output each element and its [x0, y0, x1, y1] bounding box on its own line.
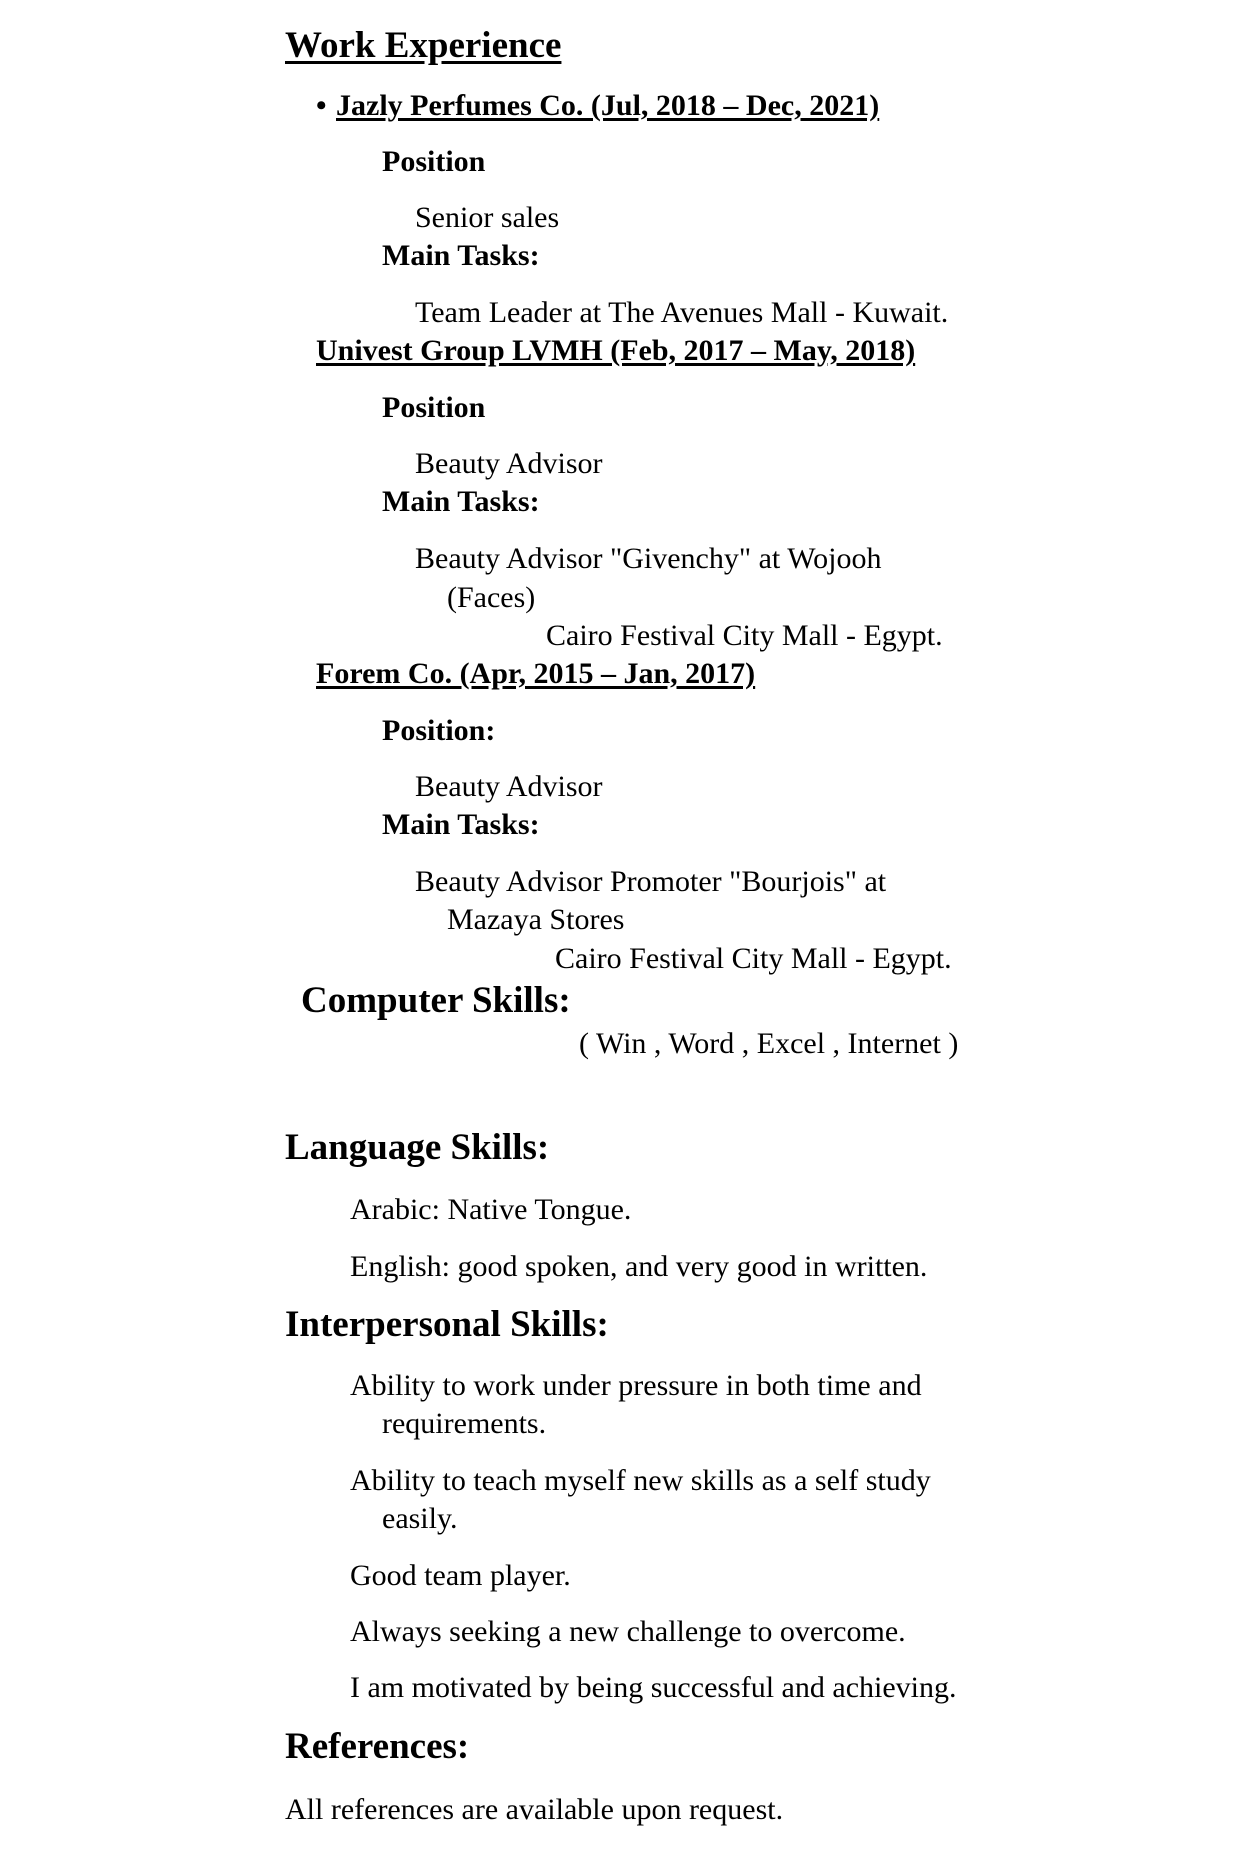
- position-label: Position:: [382, 714, 496, 747]
- language-skills-heading: Language Skills:: [285, 1127, 550, 1168]
- position-value: Beauty Advisor: [415, 447, 603, 480]
- task-line: Beauty Advisor "Givenchy" at Wojooh: [415, 542, 882, 575]
- language-item: English: good spoken, and very good in written.: [350, 1250, 928, 1283]
- bullet: •: [316, 89, 327, 122]
- language-item: Arabic: Native Tongue.: [350, 1193, 632, 1226]
- main-tasks-label: Main Tasks:: [382, 485, 540, 518]
- task-line: Beauty Advisor Promoter "Bourjois" at: [415, 865, 887, 898]
- task-line: (Faces): [447, 581, 536, 614]
- task-line: Team Leader at The Avenues Mall - Kuwait.: [415, 296, 949, 329]
- interpersonal-item-continued: easily.: [382, 1502, 458, 1535]
- task-line: Mazaya Stores: [447, 903, 625, 936]
- interpersonal-item: Ability to teach myself new skills as a self study: [350, 1464, 931, 1497]
- interpersonal-item-continued: requirements.: [382, 1407, 547, 1440]
- company-jazly: Jazly Perfumes Co. (Jul, 2018 – Dec, 2021): [336, 89, 880, 122]
- interpersonal-item: Always seeking a new challenge to overcome.: [350, 1615, 906, 1648]
- interpersonal-item: Good team player.: [350, 1559, 571, 1592]
- references-text: All references are available upon request.: [285, 1793, 784, 1826]
- position-label: Position: [382, 145, 486, 178]
- interpersonal-skills-heading: Interpersonal Skills:: [285, 1304, 609, 1345]
- computer-skills-list: ( Win , Word , Excel , Internet ): [579, 1027, 959, 1060]
- interpersonal-item: I am motivated by being successful and achieving.: [350, 1671, 957, 1704]
- references-heading: References:: [285, 1726, 470, 1767]
- position-label: Position: [382, 391, 486, 424]
- position-value: Beauty Advisor: [415, 770, 603, 803]
- computer-skills-heading: Computer Skills:: [301, 980, 571, 1021]
- task-line: Cairo Festival City Mall - Egypt.: [555, 942, 952, 975]
- interpersonal-item: Ability to work under pressure in both time and: [350, 1369, 922, 1402]
- company-univest: Univest Group LVMH (Feb, 2017 – May, 2018): [316, 334, 916, 367]
- position-value: Senior sales: [415, 201, 560, 234]
- task-line: Cairo Festival City Mall - Egypt.: [546, 619, 943, 652]
- main-tasks-label: Main Tasks:: [382, 239, 540, 272]
- main-tasks-label: Main Tasks:: [382, 808, 540, 841]
- work-experience-heading: Work Experience: [285, 25, 562, 66]
- company-forem: Forem Co. (Apr, 2015 – Jan, 2017): [316, 657, 756, 690]
